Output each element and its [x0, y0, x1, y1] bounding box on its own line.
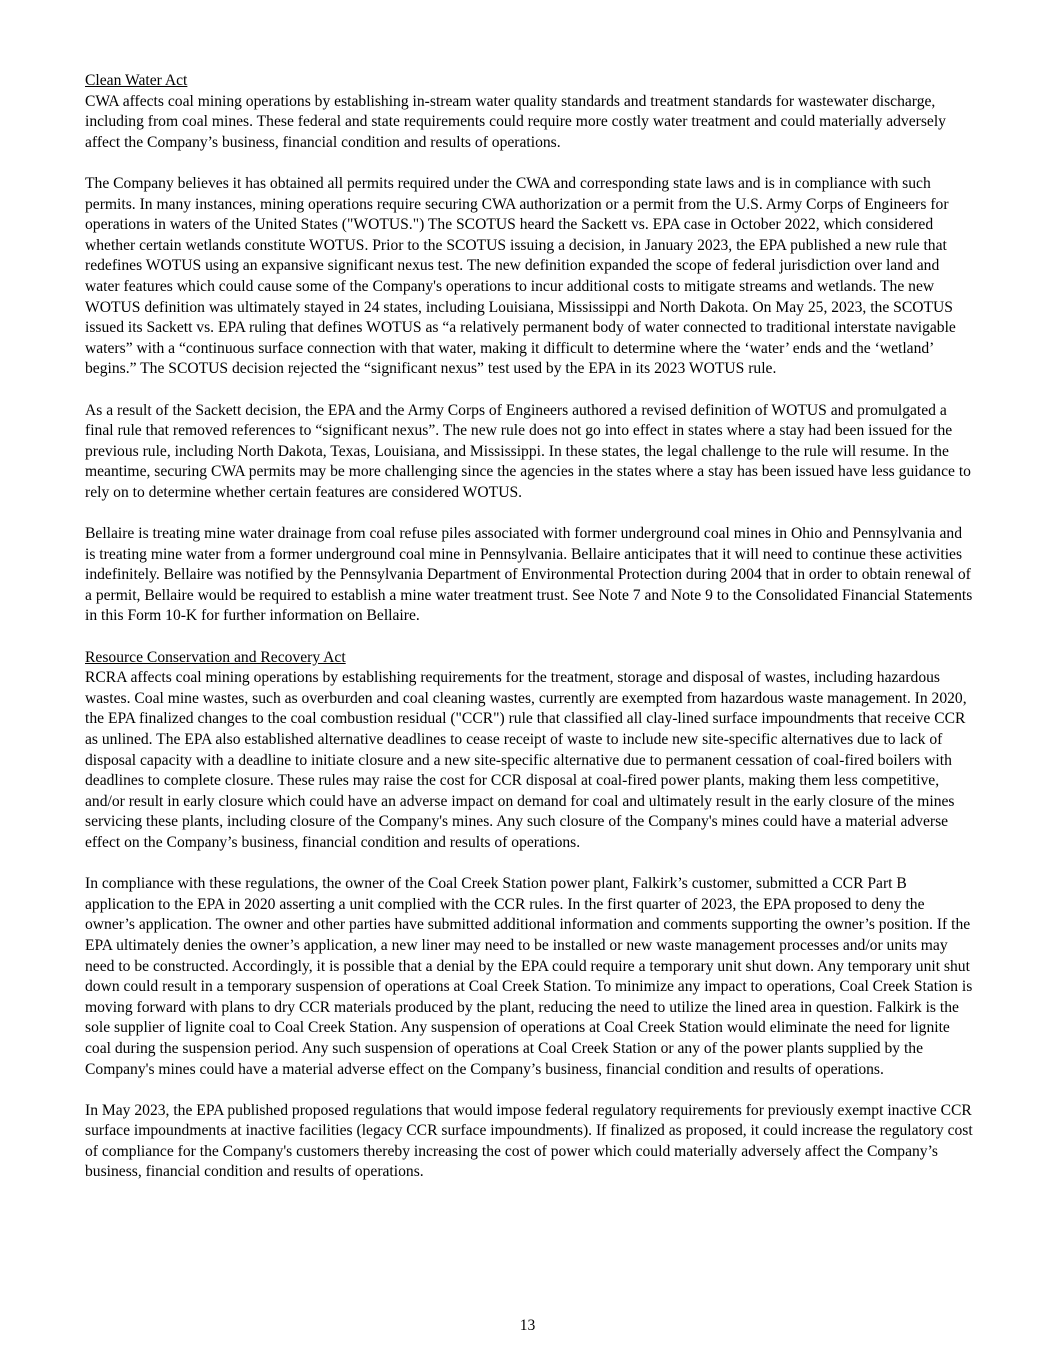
- paragraph: The Company believes it has obtained all permits required under the CWA and corresponding state laws and is in compliance with such permits. In many instances, mining operations require securing CWA authorization or a permit from the U.S. Army Corps of Engineers for operations in waters of the United States ("WOTUS.") The SCOTUS heard the Sackett vs. EPA case in October 2022, which considered whether certain wetlands constitute WOTUS. Prior to the SCOTUS issuing a decision, in January 2023, the EPA published a new rule that redefines WOTUS using an expansive significant nexus test. The new definition expanded the scope of federal jurisdiction over land and water features which could cause some of the Company's operations to incur additional costs to mitigate streams and wetlands. The new WOTUS definition was ultimately stayed in 24 states, including Louisiana, Mississippi and North Dakota. On May 25, 2023, the SCOTUS issued its Sackett vs. EPA ruling that defines WOTUS as “a relatively permanent body of water connected to traditional interstate navigable waters” with a “continuous surface connection with that water, making it difficult to determine where the ‘water’ ends and the ‘wetland’ begins.” The SCOTUS decision rejected the “significant nexus” test used by the EPA in its 2023 WOTUS rule.: [85, 174, 956, 378]
- paragraph: As a result of the Sackett decision, the EPA and the Army Corps of Engineers authored a revised definition of WOTUS and promulgated a final rule that removed references to “significant nexus”. The new rule does not go into effect in states where a stay had been issued for the previous rule, including North Dakota, Texas, Louisiana, and Mississippi. In these states, the legal challenge to the rule will resume. In the meantime, securing CWA permits may be more challenging since the agencies in the states where a stay has been issued have less guidance to rely on to determine whether certain features are considered WOTUS.: [85, 401, 971, 501]
- section-heading: Resource Conservation and Recovery Act: [85, 648, 346, 666]
- section-clean-water-act: [85, 71, 973, 153]
- paragraph: In May 2023, the EPA published proposed regulations that would impose federal regulatory requirements for previously exempt inactive CCR surface impoundments at inactive facilities (legacy CCR surface impoundments). If finalized as proposed, it could increase the regulatory cost of compliance for the Company's customers thereby increasing the cost of power which could materially adversely affect the Company’s business, financial condition and results of operations.: [85, 1101, 973, 1181]
- paragraph: In compliance with these regulations, the owner of the Coal Creek Station power plant, Falkirk’s customer, submitted a CCR Part B application to the EPA in 2020 asserting a unit complied with the CCR rules. In the first quarter of 2023, the EPA proposed to deny the owner’s application. The owner and other parties have submitted additional information and comments supporting the owner’s position. If the EPA ultimately denies the owner’s application, a new liner may need to be installed or new waste management processes and/or units may need to be constructed. Accordingly, it is possible that a denial by the EPA could require a temporary unit shut down. Any temporary unit shut down could result in a temporary suspension of operations at Coal Creek Station. To minimize any impact to operations, Coal Creek Station is moving forward with plans to dry CCR materials produced by the plant, reducing the need to utilize the lined area in question. Falkirk is the sole supplier of lignite coal to Coal Creek Station. Any suspension of operations at Coal Creek Station would eliminate the need for lignite coal during the suspension period. Any such suspension of operations at Coal Creek Station or any of the power plants supplied by the Company's mines could have a material adverse effect on the Company’s business, financial condition and results of operations.: [85, 875, 973, 1078]
- paragraph: RCRA affects coal mining operations by establishing requirements for the treatment, storage and disposal of wastes, including hazardous wastes. Coal mine wastes, such as overburden and coal cleaning wastes, currently are exempted from hazardous waste management. In 2020, the EPA finalized changes to the coal combustion residual ("CCR") rule that classified all clay-lined surface impoundments that receive CCR as unlined. The EPA also established alternative deadlines to cease receipt of waste to include new site-specific alternatives due to lack of disposal capacity with a deadline to initiate closure and a new site-specific alternative due to permanent cessation of coal-fired boilers with deadlines to complete closure. These rules may raise the cost for CCR disposal at coal-fired power plants, making them less competitive, and/or result in early closure which could have an adverse impact on demand for coal and ultimately result in the early closure of the mines servicing these plants, including closure of the Company's mines. Any such closure of the Company's mines could have a material adverse effect on the Company’s business, financial condition and results of operations.: [85, 669, 967, 851]
- paragraph: CWA affects coal mining operations by establishing in-stream water quality standards and treatment standards for wastewater discharge, including from coal mines. These federal and state requirements could require more costly water treatment and could materially adversely affect the Company’s business, financial condition and results of operations.: [85, 92, 946, 151]
- paragraph: Bellaire is treating mine water drainage from coal refuse piles associated with former underground coal mines in Ohio and Pennsylvania and is treating mine water from a former underground coal mine in Pennsylvania. Bellaire anticipates that it will need to continue these activities indefinitely. Bellaire was notified by the Pennsylvania Department of Environmental Protection during 2004 that in order to obtain renewal of a permit, Bellaire would be required to establish a mine water treatment trust. See Note 7 and Note 9 to the Consolidated Financial Statements in this Form 10-K for further information on Bellaire.: [85, 525, 973, 625]
- section-heading: Clean Water Act: [85, 72, 188, 89]
- section-rcra: [85, 648, 973, 854]
- page-number: 13: [519, 1317, 536, 1334]
- page-content: [85, 71, 973, 1204]
